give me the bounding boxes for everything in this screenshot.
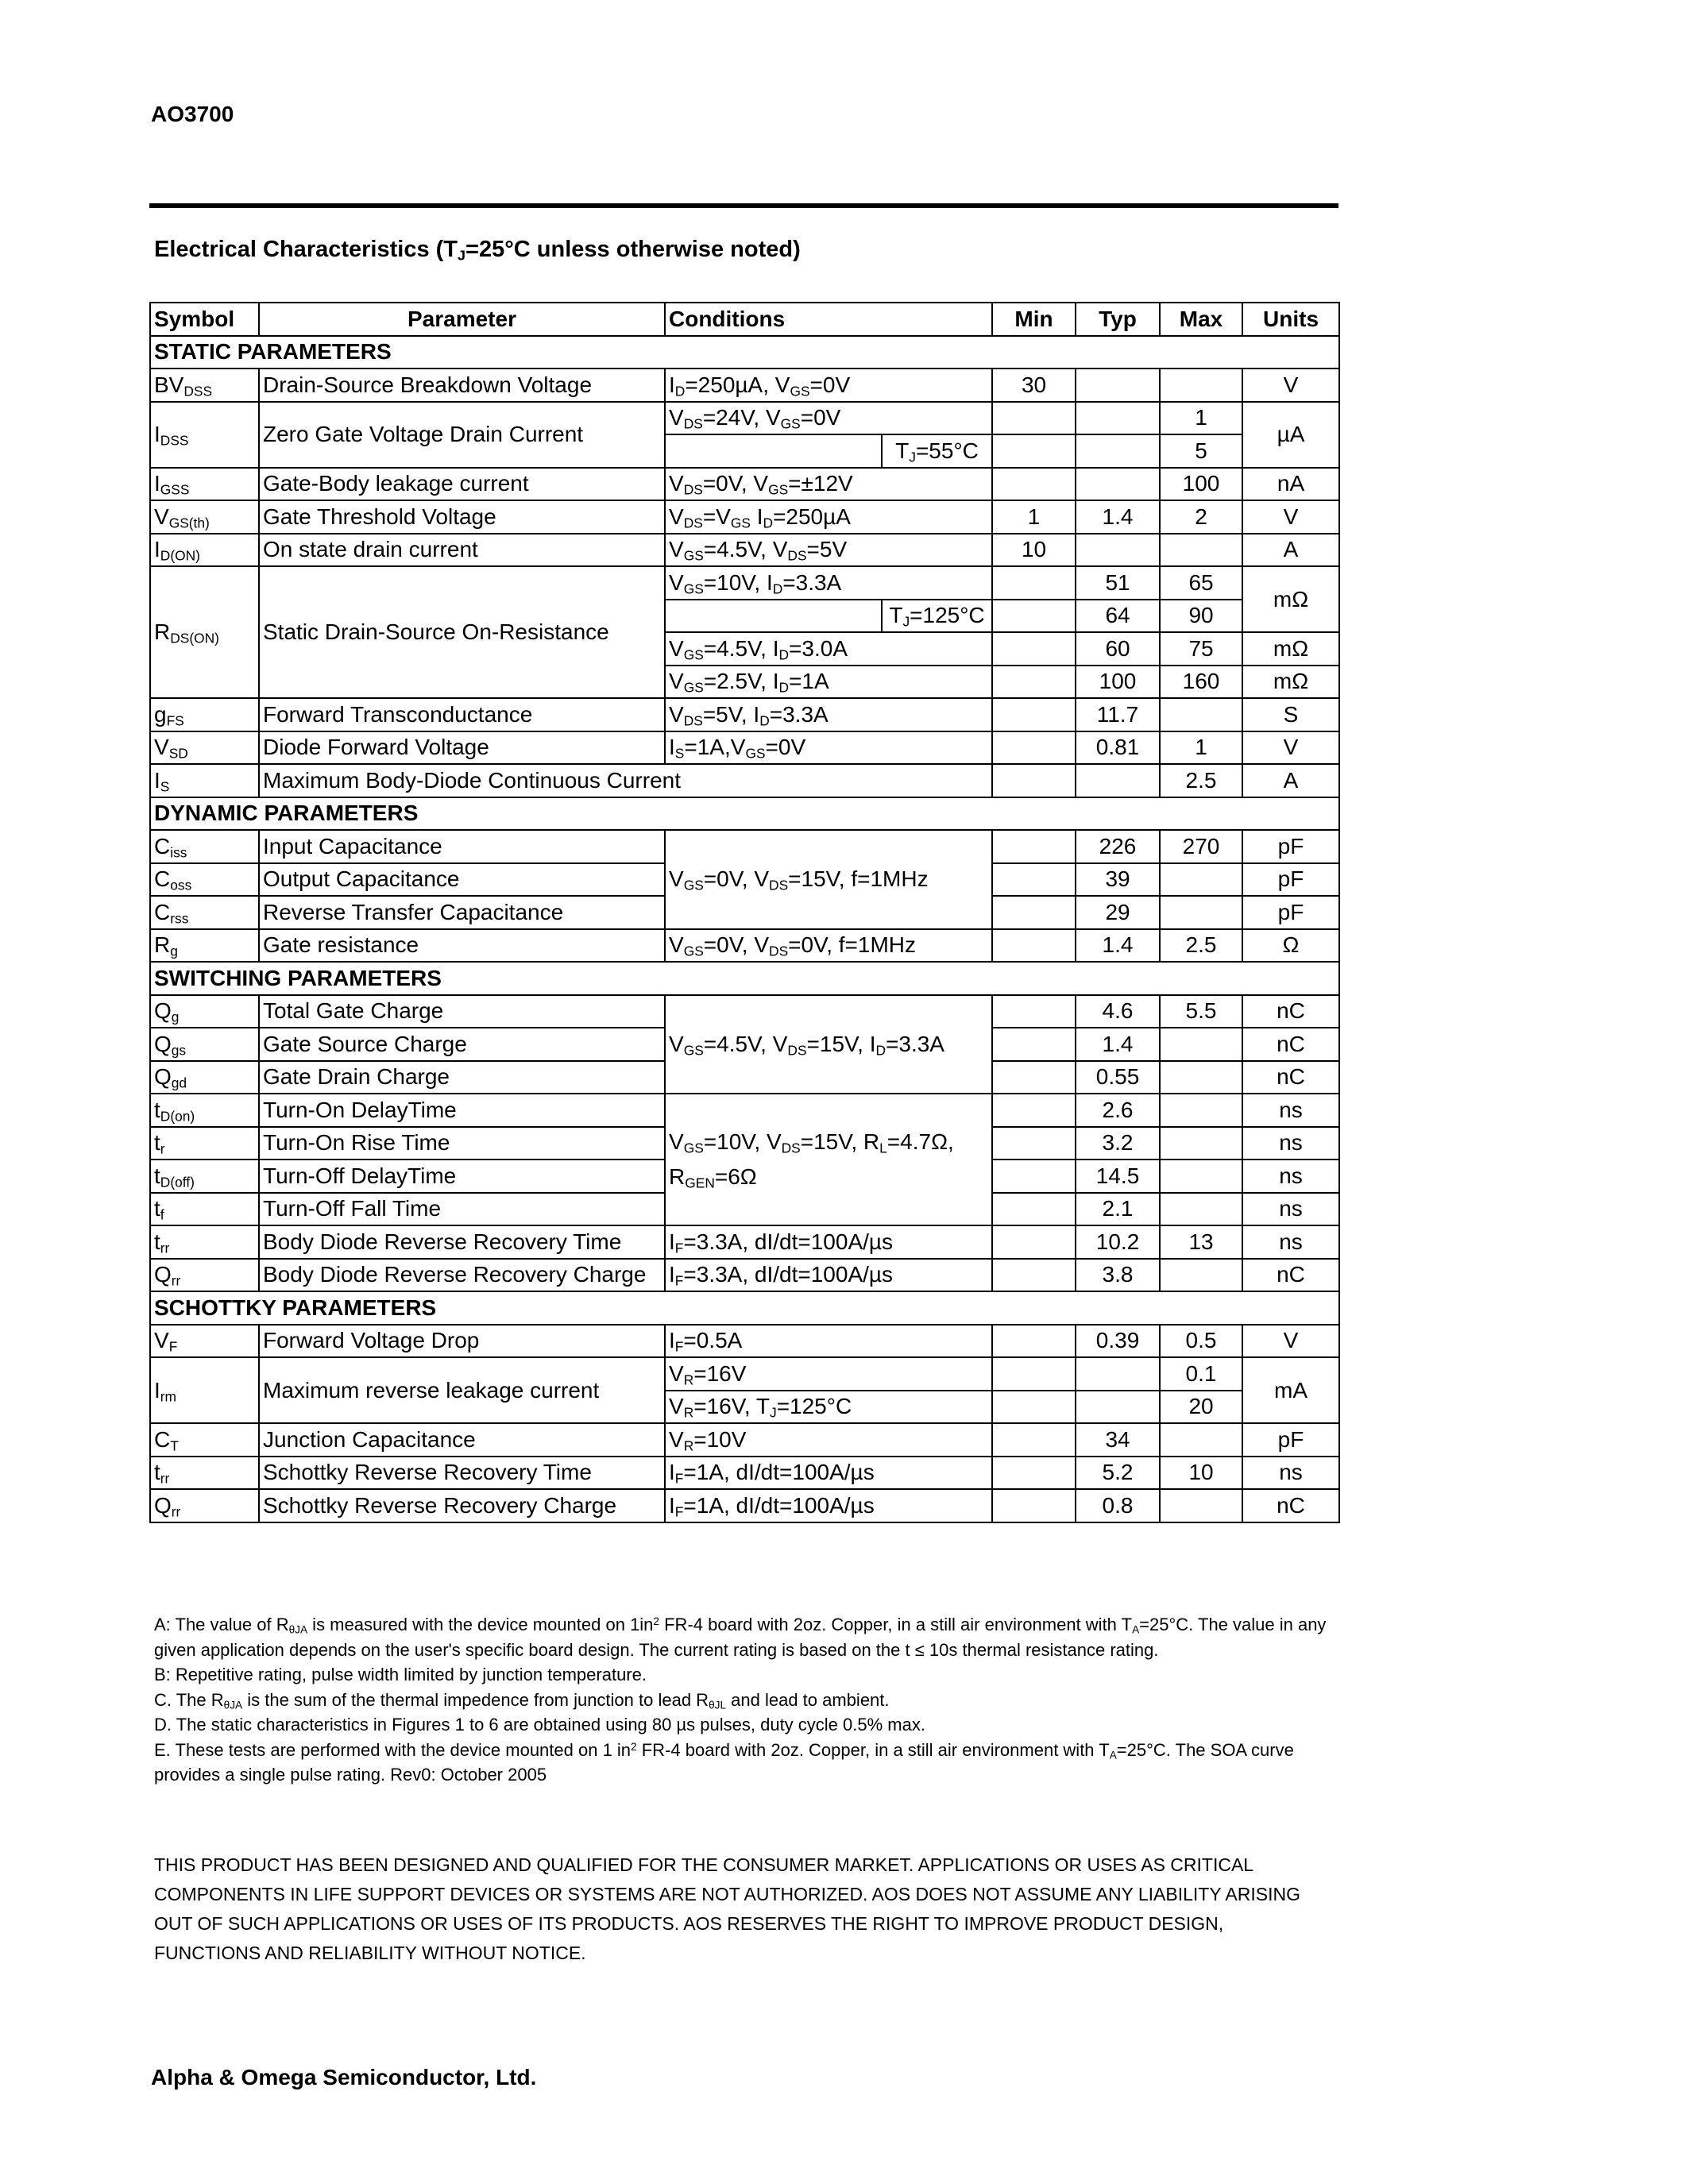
typ: 2.1 bbox=[1076, 1193, 1160, 1226]
units: V bbox=[1242, 731, 1339, 765]
max: 2.5 bbox=[1160, 929, 1242, 963]
parameter: Output Capacitance bbox=[259, 863, 665, 897]
units: ns bbox=[1242, 1127, 1339, 1160]
max: 20 bbox=[1160, 1391, 1242, 1424]
parameter: Forward Voltage Drop bbox=[259, 1325, 665, 1358]
units: nA bbox=[1242, 468, 1339, 501]
units: A bbox=[1242, 764, 1339, 797]
typ: 226 bbox=[1076, 830, 1160, 863]
units: ns bbox=[1242, 1457, 1339, 1490]
conditions: $V_R=16V$, $T_J=125^\circ C$ bbox=[665, 1391, 992, 1424]
conditions-tj: $T_J=125^\circ C$ bbox=[882, 600, 992, 633]
table-row bbox=[150, 929, 1339, 963]
conditions: $V_{GS}=4.5V$, $V_{DS}=15V$, $I_D=3.3A$ bbox=[665, 995, 992, 1094]
max: 65 bbox=[1160, 566, 1242, 600]
table-row bbox=[150, 1225, 1339, 1259]
max: 270 bbox=[1160, 830, 1242, 863]
units: S bbox=[1242, 698, 1339, 731]
units: pF bbox=[1242, 863, 1339, 897]
header-max: Max bbox=[1160, 303, 1242, 336]
parameter: On state drain current bbox=[259, 534, 665, 567]
conditions: $I_F=0.5A$ bbox=[665, 1325, 992, 1358]
section-schottky: SCHOTTKY PARAMETERS bbox=[150, 1291, 992, 1325]
units: mΩ bbox=[1242, 566, 1339, 632]
parameter: Maximum Body-Diode Continuous Current bbox=[259, 764, 992, 797]
typ: 0.8 bbox=[1076, 1489, 1160, 1522]
conditions: $I_F=1A$, dI/dt=100A/µs bbox=[665, 1457, 992, 1490]
electrical-characteristics-table bbox=[149, 302, 1340, 1523]
section-switching: SWITCHING PARAMETERS bbox=[150, 962, 992, 995]
symbol: $V_{GS(th)}$ bbox=[150, 500, 259, 534]
table-row bbox=[150, 731, 1339, 765]
max: 2.5 bbox=[1160, 764, 1242, 797]
units: Ω bbox=[1242, 929, 1339, 963]
units: nC bbox=[1242, 1061, 1339, 1094]
note-c: C. The $R_{\theta JA}$ is the sum of the thermal impedence from junction to lead $R_{\theta JL}$ and lead to ambient. bbox=[154, 1689, 890, 1711]
parameter: Zero Gate Voltage Drain Current bbox=[259, 402, 665, 468]
conditions: $I_F=3.3A$, dI/dt=100A/µs bbox=[665, 1259, 992, 1292]
units: nC bbox=[1242, 1028, 1339, 1061]
note-d: D. The static characteristics in Figures 1 to 6 are obtained using 80 µs pulses, duty cycle 0.5% max. bbox=[154, 1715, 925, 1734]
typ: 4.6 bbox=[1076, 995, 1160, 1028]
typ: 29 bbox=[1076, 896, 1160, 929]
parameter: Schottky Reverse Recovery Time bbox=[259, 1457, 665, 1490]
section-static: STATIC PARAMETERS bbox=[150, 336, 992, 369]
table-row bbox=[150, 534, 1339, 567]
typ: 10.2 bbox=[1076, 1225, 1160, 1259]
conditions: $I_F=3.3A$, dI/dt=100A/µs bbox=[665, 1225, 992, 1259]
header-conditions: Conditions bbox=[665, 303, 992, 336]
header-units: Units bbox=[1242, 303, 1339, 336]
units: µA bbox=[1242, 402, 1339, 468]
table-row bbox=[150, 1325, 1339, 1358]
note-a: A: The value of $R_{\theta JA}$ is measured with the device mounted on $1in^2$ FR-4 board with 2oz. Copper, in a still air environment with $T_A=25^\circ C$. The value in any given application depends on the user's specific board design. The current rating is based on the t ≤ 10s thermal resistance rating. bbox=[154, 1615, 1327, 1660]
table-row bbox=[150, 1457, 1339, 1490]
max: 5 bbox=[1160, 434, 1242, 468]
symbol: $C_{iss}$ bbox=[150, 830, 259, 863]
min: 1 bbox=[992, 500, 1076, 534]
section-row-dynamic bbox=[150, 797, 1339, 831]
header-row bbox=[150, 303, 1339, 336]
note-e: E. These tests are performed with the device mounted on 1 $in^2$ FR-4 board with 2oz. Copper, in a still air environment with $T_A=25^\circ C$. The SOA curve provides a single pulse rating. Rev0: October 2005 bbox=[154, 1739, 1294, 1785]
typ: 3.2 bbox=[1076, 1127, 1160, 1160]
typ: 11.7 bbox=[1076, 698, 1160, 731]
conditions: $V_{DS}=5V$, $I_D=3.3A$ bbox=[665, 698, 992, 731]
table-row bbox=[150, 698, 1339, 731]
table-row bbox=[150, 402, 1339, 435]
parameter: Gate-Body leakage current bbox=[259, 468, 665, 501]
conditions: $V_{DS}=V_{GS}$ $I_D=250\mu A$ bbox=[665, 500, 992, 534]
parameter: Static Drain-Source On-Resistance bbox=[259, 566, 665, 698]
symbol: $Q_{rr}$ bbox=[150, 1489, 259, 1522]
typ: 39 bbox=[1076, 863, 1160, 897]
table-row bbox=[150, 1423, 1339, 1457]
symbol: $Q_{gs}$ bbox=[150, 1028, 259, 1061]
table-row bbox=[150, 500, 1339, 534]
max: 1 bbox=[1160, 731, 1242, 765]
parameter: Gate resistance bbox=[259, 929, 665, 963]
symbol: $I_{rm}$ bbox=[150, 1357, 259, 1423]
max: 160 bbox=[1160, 666, 1242, 699]
section-row-static bbox=[150, 336, 1339, 369]
conditions: $V_{GS}=2.5V$, $I_D=1A$ bbox=[665, 666, 992, 699]
typ: 5.2 bbox=[1076, 1457, 1160, 1490]
parameter: Maximum reverse leakage current bbox=[259, 1357, 665, 1423]
section-title: Electrical Characteristics ($T_J=25^\circ C$ unless otherwise noted) bbox=[154, 237, 801, 264]
parameter: Drain-Source Breakdown Voltage bbox=[259, 369, 665, 402]
symbol: $R_{DS(ON)}$ bbox=[150, 566, 259, 698]
conditions: $V_{GS}=4.5V$, $V_{DS}=5V$ bbox=[665, 534, 992, 567]
typ: 1.4 bbox=[1076, 929, 1160, 963]
section-row-schottky bbox=[150, 1291, 1339, 1325]
table-row bbox=[150, 1259, 1339, 1292]
units: mΩ bbox=[1242, 632, 1339, 666]
company-footer: Alpha & Omega Semiconductor, Ltd. bbox=[151, 2065, 537, 2089]
max: 90 bbox=[1160, 600, 1242, 633]
conditions: $V_{GS}=4.5V$, $I_D=3.0A$ bbox=[665, 632, 992, 666]
symbol: $R_g$ bbox=[150, 929, 259, 963]
symbol: $t_r$ bbox=[150, 1127, 259, 1160]
parameter: Turn-Off DelayTime bbox=[259, 1160, 665, 1193]
table-row bbox=[150, 764, 1339, 797]
symbol: $Q_{gd}$ bbox=[150, 1061, 259, 1094]
units: A bbox=[1242, 534, 1339, 567]
parameter: Turn-On DelayTime bbox=[259, 1094, 665, 1127]
units: nC bbox=[1242, 1259, 1339, 1292]
disclaimer-line: COMPONENTS IN LIFE SUPPORT DEVICES OR SYSTEMS ARE NOT AUTHORIZED. AOS DOES NOT ASSUME ANY LIABILITY ARISING bbox=[154, 1884, 1300, 1904]
conditions: $V_{GS}=10V$, $I_D=3.3A$ bbox=[665, 566, 992, 600]
symbol: $Q_{rr}$ bbox=[150, 1259, 259, 1292]
typ: 1.4 bbox=[1076, 1028, 1160, 1061]
typ: 1.4 bbox=[1076, 500, 1160, 534]
typ: 60 bbox=[1076, 632, 1160, 666]
symbol: $C_T$ bbox=[150, 1423, 259, 1457]
max: 100 bbox=[1160, 468, 1242, 501]
header-symbol: Symbol bbox=[150, 303, 259, 336]
table-row bbox=[150, 566, 1339, 600]
header-rule bbox=[149, 203, 1338, 208]
symbol: $t_{D(on)}$ bbox=[150, 1094, 259, 1127]
table-row bbox=[150, 1489, 1339, 1522]
parameter: Diode Forward Voltage bbox=[259, 731, 665, 765]
parameter: Total Gate Charge bbox=[259, 995, 665, 1028]
symbol: $t_{D(off)}$ bbox=[150, 1160, 259, 1193]
max: 5.5 bbox=[1160, 995, 1242, 1028]
symbol: $t_{rr}$ bbox=[150, 1457, 259, 1490]
typ: 2.6 bbox=[1076, 1094, 1160, 1127]
conditions: $V_R=10V$ bbox=[665, 1423, 992, 1457]
units: mΩ bbox=[1242, 666, 1339, 699]
units: V bbox=[1242, 369, 1339, 402]
max: 1 bbox=[1160, 402, 1242, 435]
symbol: $t_f$ bbox=[150, 1193, 259, 1226]
parameter: Turn-On Rise Time bbox=[259, 1127, 665, 1160]
table-row bbox=[150, 1357, 1339, 1391]
parameter: Gate Threshold Voltage bbox=[259, 500, 665, 534]
max: 13 bbox=[1160, 1225, 1242, 1259]
typ: 34 bbox=[1076, 1423, 1160, 1457]
typ: 3.8 bbox=[1076, 1259, 1160, 1292]
symbol: $BV_{DSS}$ bbox=[150, 369, 259, 402]
max: 75 bbox=[1160, 632, 1242, 666]
parameter: Body Diode Reverse Recovery Charge bbox=[259, 1259, 665, 1292]
symbol: $V_F$ bbox=[150, 1325, 259, 1358]
typ: 64 bbox=[1076, 600, 1160, 633]
section-row-switching bbox=[150, 962, 1339, 995]
table-row bbox=[150, 468, 1339, 501]
conditions: $V_{GS}=10V$, $V_{DS}=15V$, $R_L=4.7\Omega$, $R_{GEN}=6\Omega$ bbox=[665, 1094, 992, 1225]
typ: 14.5 bbox=[1076, 1160, 1160, 1193]
symbol: $t_{rr}$ bbox=[150, 1225, 259, 1259]
max: 0.5 bbox=[1160, 1325, 1242, 1358]
symbol: $g_{FS}$ bbox=[150, 698, 259, 731]
units: nC bbox=[1242, 995, 1339, 1028]
parameter: Reverse Transfer Capacitance bbox=[259, 896, 665, 929]
typ: 0.55 bbox=[1076, 1061, 1160, 1094]
symbol: $C_{oss}$ bbox=[150, 863, 259, 897]
disclaimer-line: FUNCTIONS AND RELIABILITY WITHOUT NOTICE. bbox=[154, 1943, 586, 1963]
symbol: $I_{DSS}$ bbox=[150, 402, 259, 468]
symbol: $Q_g$ bbox=[150, 995, 259, 1028]
section-dynamic: DYNAMIC PARAMETERS bbox=[150, 797, 992, 831]
conditions: $I_F=1A$, dI/dt=100A/µs bbox=[665, 1489, 992, 1522]
parameter: Forward Transconductance bbox=[259, 698, 665, 731]
units: mA bbox=[1242, 1357, 1339, 1423]
header-min: Min bbox=[992, 303, 1076, 336]
min: 10 bbox=[992, 534, 1076, 567]
table-row bbox=[150, 1094, 1339, 1127]
conditions: $V_{GS}=0V$, $V_{DS}=0V$, f=1MHz bbox=[665, 929, 992, 963]
units: V bbox=[1242, 500, 1339, 534]
parameter: Input Capacitance bbox=[259, 830, 665, 863]
footnotes bbox=[154, 1612, 1330, 1788]
symbol: $I_{GSS}$ bbox=[150, 468, 259, 501]
table-row bbox=[150, 830, 1339, 863]
symbol: $I_{D(ON)}$ bbox=[150, 534, 259, 567]
units: ns bbox=[1242, 1094, 1339, 1127]
units: ns bbox=[1242, 1225, 1339, 1259]
conditions: $V_{GS}=0V$, $V_{DS}=15V$, f=1MHz bbox=[665, 830, 992, 929]
disclaimer-line: OUT OF SUCH APPLICATIONS OR USES OF ITS PRODUCTS. AOS RESERVES THE RIGHT TO IMPROVE PRODUCT DESIGN, bbox=[154, 1913, 1224, 1934]
units: ns bbox=[1242, 1160, 1339, 1193]
header-typ: Typ bbox=[1076, 303, 1160, 336]
table-row bbox=[150, 369, 1339, 402]
symbol: $V_{SD}$ bbox=[150, 731, 259, 765]
parameter: Schottky Reverse Recovery Charge bbox=[259, 1489, 665, 1522]
disclaimer-line: THIS PRODUCT HAS BEEN DESIGNED AND QUALIFIED FOR THE CONSUMER MARKET. APPLICATIONS OR USES AS CRITICAL bbox=[154, 1854, 1254, 1875]
units: V bbox=[1242, 1325, 1339, 1358]
conditions: $V_{DS}=0V$, $V_{GS}=\pm 12V$ bbox=[665, 468, 992, 501]
parameter: Body Diode Reverse Recovery Time bbox=[259, 1225, 665, 1259]
units: pF bbox=[1242, 830, 1339, 863]
units: pF bbox=[1242, 1423, 1339, 1457]
max: 2 bbox=[1160, 500, 1242, 534]
typ: 51 bbox=[1076, 566, 1160, 600]
conditions-tj: $T_J=55^\circ C$ bbox=[882, 434, 992, 468]
symbol: $C_{rss}$ bbox=[150, 896, 259, 929]
parameter: Gate Source Charge bbox=[259, 1028, 665, 1061]
typ: 0.39 bbox=[1076, 1325, 1160, 1358]
typ: 100 bbox=[1076, 666, 1160, 699]
conditions: $I_S=1A,V_{GS}=0V$ bbox=[665, 731, 992, 765]
parameter: Gate Drain Charge bbox=[259, 1061, 665, 1094]
parameter: Junction Capacitance bbox=[259, 1423, 665, 1457]
max: 0.1 bbox=[1160, 1357, 1242, 1391]
parameter: Turn-Off Fall Time bbox=[259, 1193, 665, 1226]
disclaimer bbox=[154, 1850, 1338, 1968]
units: pF bbox=[1242, 896, 1339, 929]
min: 30 bbox=[992, 369, 1076, 402]
note-b: B: Repetitive rating, pulse width limited by junction temperature. bbox=[154, 1665, 647, 1684]
table-row bbox=[150, 995, 1339, 1028]
conditions: $V_R=16V$ bbox=[665, 1357, 992, 1391]
conditions: $V_{DS}=24V$, $V_{GS}=0V$ bbox=[665, 402, 992, 435]
units: ns bbox=[1242, 1193, 1339, 1226]
units: nC bbox=[1242, 1489, 1339, 1522]
symbol: $I_S$ bbox=[150, 764, 259, 797]
typ: 0.81 bbox=[1076, 731, 1160, 765]
part-number: AO3700 bbox=[151, 102, 234, 126]
conditions: $I_D=250\mu A$, $V_{GS}=0V$ bbox=[665, 369, 992, 402]
header-parameter: Parameter bbox=[259, 303, 665, 336]
max: 10 bbox=[1160, 1457, 1242, 1490]
